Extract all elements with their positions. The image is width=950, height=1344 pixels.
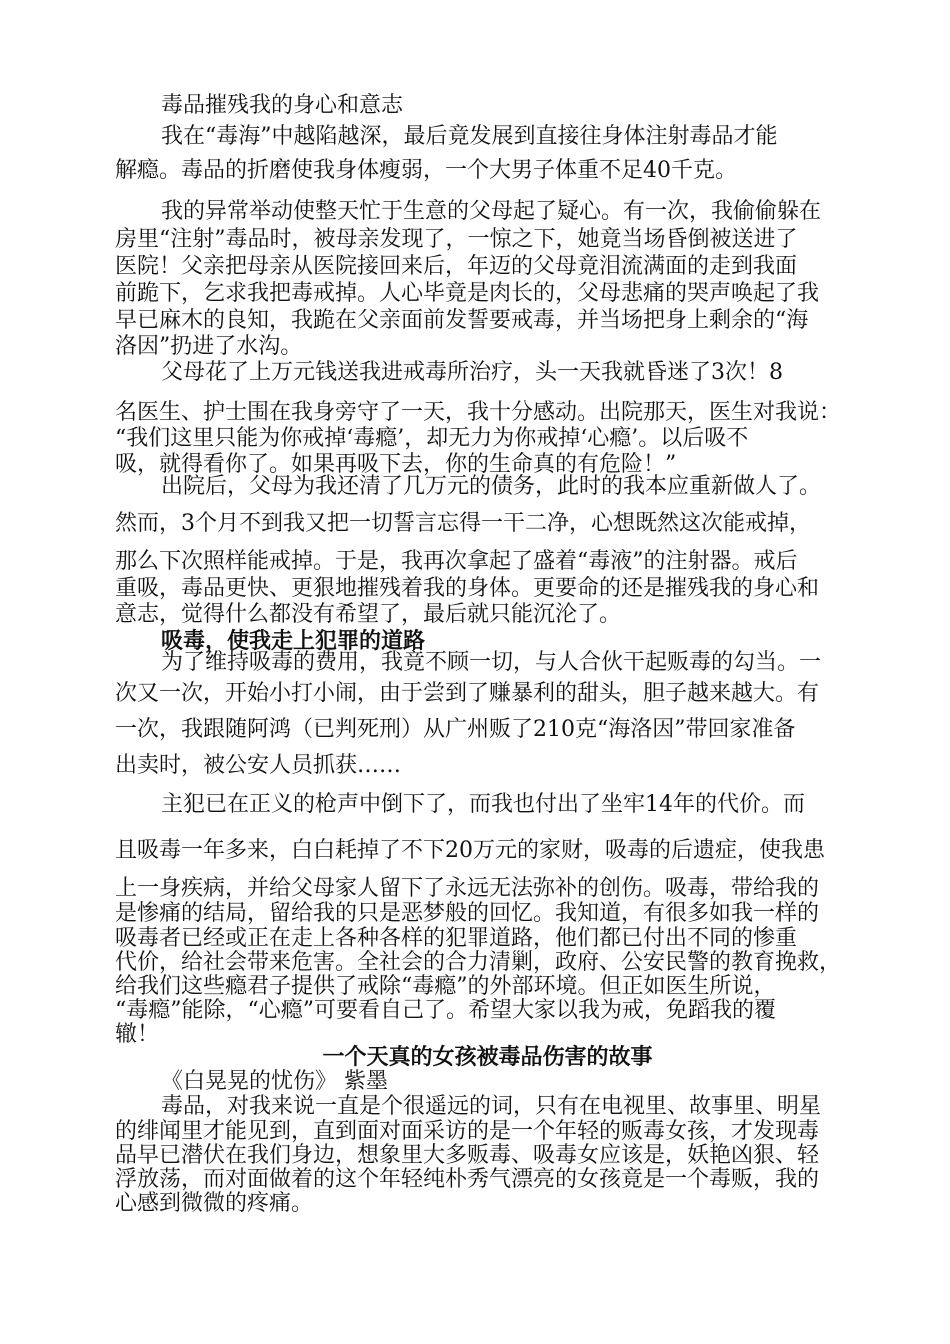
paragraph-line: 那么下次照样能戒掉。于是，我再次拿起了盛着“毒液”的注射器。戒后	[115, 549, 798, 574]
paragraph-line: 洛因”扔进了水沟。	[115, 334, 303, 359]
section-heading: 吸毒，使我走上犯罪的道路	[161, 628, 426, 654]
paragraph-line: 主犯已在正义的枪声中倒下了，而我也付出了坐牢14年的代价。而	[161, 792, 805, 817]
story-title: 一个天真的女孩被毒品伤害的故事	[322, 1044, 653, 1070]
paragraph-line: 品早已潜伏在我们身边，想象里大多贩毒、吸毒女应该是，妖艳凶狠、轻	[115, 1143, 820, 1168]
paragraph-line: 代价，给社会带来危害。全社会的合力清剿，政府、公安民警的教育挽救，	[115, 950, 842, 975]
paragraph-line: 吸，就得看你了。如果再吸下去，你的生命真的有危险！”	[115, 452, 677, 477]
paragraph-line: 出院后，父母为我还清了几万元的债务，此时的我本应重新做人了。	[161, 474, 822, 499]
paragraph-line: 名医生、护士围在我身旁守了一天，我十分感动。出院那天，医生对我说：	[115, 400, 842, 425]
paragraph-line: 一次，我跟随阿鸿（已判死刑）从广州贩了210克“海洛因”带回家准备	[115, 717, 796, 742]
paragraph-line: 医院！父亲把母亲从医院接回来后，年迈的父母竟泪流满面的走到我面	[115, 254, 798, 279]
paragraph-line: 心感到微微的疼痛。	[115, 1191, 314, 1216]
paragraph-line: 房里“注射”毒品时，被母亲发现了，一惊之下，她竟当场昏倒被送进了	[115, 227, 798, 252]
paragraph-line: 的绯闻里才能见到，直到面对面采访的是一个年轻的贩毒女孩，才发现毒	[115, 1119, 820, 1144]
paragraph-line: 然而，3个月不到我又把一切誓言忘得一干二净，心想既然这次能戒掉，	[115, 511, 811, 536]
paragraph-line: 且吸毒一年多来，白白耗掉了不下20万元的家财，吸毒的后遗症，使我患	[115, 838, 825, 863]
paragraph-line: 浮放荡，而对面做着的这个年轻纯朴秀气漂亮的女孩竟是一个毒贩，我的	[115, 1167, 820, 1192]
paragraph-line: 为了维持吸毒的费用，我竟不顾一切，与人合伙干起贩毒的勾当。一	[161, 650, 822, 675]
paragraph-line: 早已麻木的良知，我跪在父亲面前发誓要戒毒，并当场把身上剩余的“海	[115, 308, 809, 333]
paragraph-line: 父母花了上万元钱送我进戒毒所治疗，头一天我就昏迷了3次！8	[161, 360, 783, 385]
paragraph-line: 我的异常举动使整天忙于生意的父母起了疑心。有一次，我偷偷躲在	[161, 199, 822, 224]
paragraph-line: 吸毒者已经或正在走上各种各样的犯罪道路，他们都已付出不同的惨重	[115, 926, 798, 951]
paragraph-line: 解瘾。毒品的折磨使我身体瘦弱，一个大男子体重不足40千克。	[115, 158, 737, 183]
paragraph-line: 毒品，对我来说一直是个很遥远的词，只有在电视里、故事里、明星	[161, 1094, 822, 1119]
paragraph-line: 给我们这些瘾君子提供了戒除“毒瘾”的外部环境。但正如医生所说，	[115, 974, 776, 999]
paragraph-line: 前跪下，乞求我把毒戒掉。人心毕竟是肉长的，父母悲痛的哭声唤起了我	[115, 281, 820, 306]
paragraph-line: 重吸，毒品更快、更狠地摧残着我的身体。更要命的还是摧残我的身心和	[115, 576, 820, 601]
section-heading: 毒品摧残我的身心和意志	[161, 93, 404, 118]
paragraph-line: 次又一次，开始小打小闹，由于尝到了赚暴利的甜头，胆子越来越大。有	[115, 681, 820, 706]
paragraph-line: 上一身疾病，并给父母家人留下了永远无法弥补的创伤。吸毒，带给我的	[115, 876, 820, 901]
paragraph-line: 我在“毒海”中越陷越深，最后竟发展到直接往身体注射毒品才能	[161, 124, 778, 149]
paragraph-line: “我们这里只能为你戒掉‘毒瘾’，却无力为你戒掉‘心瘾’。以后吸不	[115, 426, 749, 451]
paragraph-line: 辙！	[115, 1022, 160, 1047]
byline: 《白晃晃的忧伤》 紫墨	[161, 1069, 388, 1094]
paragraph-line: “毒瘾”能除，“心瘾”可要看自己了。希望大家以我为戒，免蹈我的覆	[115, 998, 776, 1023]
paragraph-line: 意志，觉得什么都没有希望了，最后就只能沉沦了。	[115, 602, 622, 627]
paragraph-line: 是惨痛的结局，留给我的只是恶梦般的回忆。我知道，有很多如我一样的	[115, 901, 820, 926]
paragraph-line: 出卖时，被公安人员抓获……	[115, 753, 402, 778]
